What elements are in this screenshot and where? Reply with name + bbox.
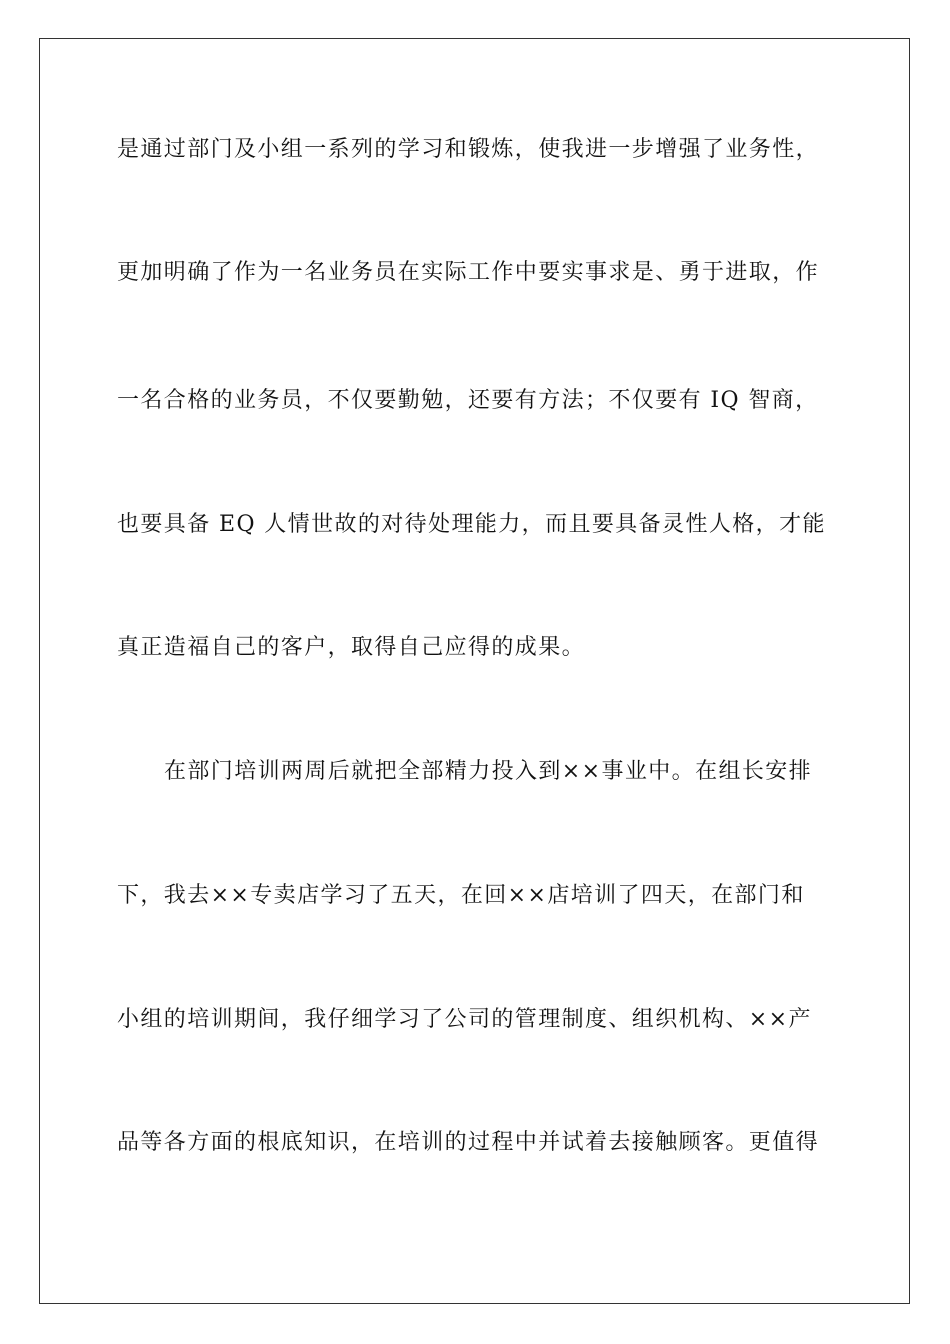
text-line: 一名合格的业务员，不仅要勤勉，还要有方法；不仅要有 IQ 智商，	[117, 388, 819, 413]
text-line: 更加明确了作为一名业务员在实际工作中要实事求是、勇于进取，作	[117, 260, 820, 285]
text-line: 下，我去××专卖店学习了五天，在回××店培训了四天，在部门和	[117, 883, 805, 908]
text-line: 真正造福自己的客户，取得自己应得的成果。	[117, 635, 586, 660]
text-line: 是通过部门及小组一系列的学习和锻炼，使我进一步增强了业务性，	[117, 137, 820, 162]
text-line: 小组的培训期间，我仔细学习了公司的管理制度、组织机构、××产	[117, 1007, 812, 1032]
page-border	[39, 38, 910, 1304]
text-line-indented: 在部门培训两周后就把全部精力投入到××事业中。在组长安排	[164, 759, 813, 784]
text-line: 也要具备 EQ 人情世故的对待处理能力，而且要具备灵性人格，才能	[117, 512, 826, 537]
text-line: 品等各方面的根底知识，在培训的过程中并试着去接触顾客。更值得	[117, 1130, 820, 1155]
